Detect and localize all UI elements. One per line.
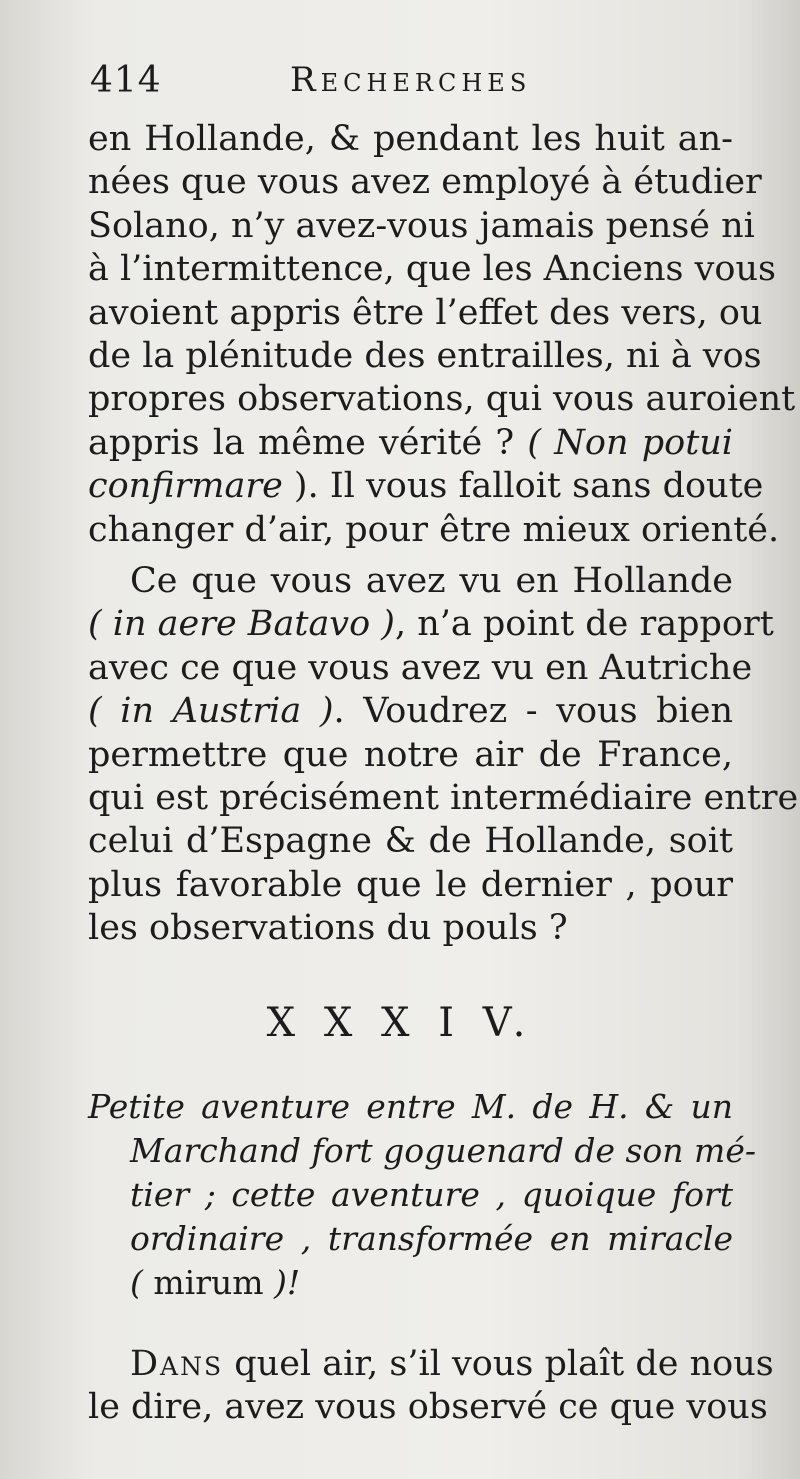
paragraph-3: [88, 1343, 774, 1430]
text-line: avec ce que vous avez vu en Autriche: [88, 647, 753, 688]
paragraph-2: [88, 560, 799, 951]
text-line: celui d’Espagne & de Hollande, soit: [88, 821, 733, 862]
drop-word: Dans: [130, 1344, 224, 1384]
text-segment: (: [130, 1263, 154, 1302]
text-line: qui est précisément intermédiaire entre: [88, 777, 799, 818]
page-header: [90, 60, 730, 110]
text-segment: )!: [263, 1263, 301, 1302]
text-line: en Hollande, & pendant les huit an-: [88, 119, 733, 159]
latin-quote: ( Non potui: [527, 422, 733, 463]
summary-line: Petite aventure entre M. de H. & un: [88, 1087, 733, 1126]
text-line: à l’intermittence, que les Anciens vous: [88, 249, 776, 290]
text-line: [88, 422, 733, 465]
text-segment: , n’a point de rapport: [394, 604, 774, 645]
section-heading: X X X I V.: [266, 1000, 534, 1046]
summary-line: ordinaire , transformée en miracle: [130, 1219, 733, 1258]
summary-line: [88, 1261, 733, 1305]
running-head: Recherches: [290, 60, 532, 100]
summary-line: Marchand fort goguenard de son mé-: [130, 1131, 757, 1170]
text-line: de la plénitude des entrailles, ni à vos: [88, 335, 762, 376]
text-line: [88, 1343, 774, 1386]
latin-quote: ( in Austria ): [88, 691, 334, 732]
text-segment: appris la même vérité ?: [88, 422, 515, 463]
text-line: [88, 603, 774, 646]
latin-quote: ( in aere Batavo ): [88, 604, 395, 645]
paragraph-1: [88, 118, 796, 552]
text-line: les observations du pouls ?: [88, 908, 568, 949]
text-line: Ce que vous avez vu en Hollande: [130, 561, 733, 601]
text-segment: ). Il vous falloit sans doute: [282, 466, 764, 507]
text-segment: quel air, s’il vous plaît de nous: [223, 1344, 774, 1384]
text-line: propres observations, qui vous auroient: [88, 379, 796, 420]
text-line: [88, 465, 764, 508]
text-line: avoient appris être l’effet des vers, ou: [88, 292, 763, 333]
latin-word: mirum: [153, 1263, 264, 1302]
text-line: changer d’air, pour être mieux orienté.: [88, 509, 780, 550]
text-line: [88, 690, 733, 733]
page-number: 414: [90, 60, 162, 101]
text-line: le dire, avez vous observé ce que vous: [88, 1387, 768, 1428]
text-line: permettre que notre air de France,: [88, 734, 733, 775]
text-segment: . Voudrez - vous bien: [333, 691, 733, 732]
section-summary: [88, 1085, 757, 1305]
text-line: plus favorable que le dernier , pour: [88, 864, 733, 905]
latin-quote: confirmare: [88, 466, 283, 507]
summary-line: tier ; cette aventure , quoique fort: [130, 1175, 733, 1214]
text-line: nées que vous avez employé à étudier: [88, 162, 762, 203]
text-line: Solano, n’y avez-vous jamais pensé ni: [88, 205, 755, 246]
